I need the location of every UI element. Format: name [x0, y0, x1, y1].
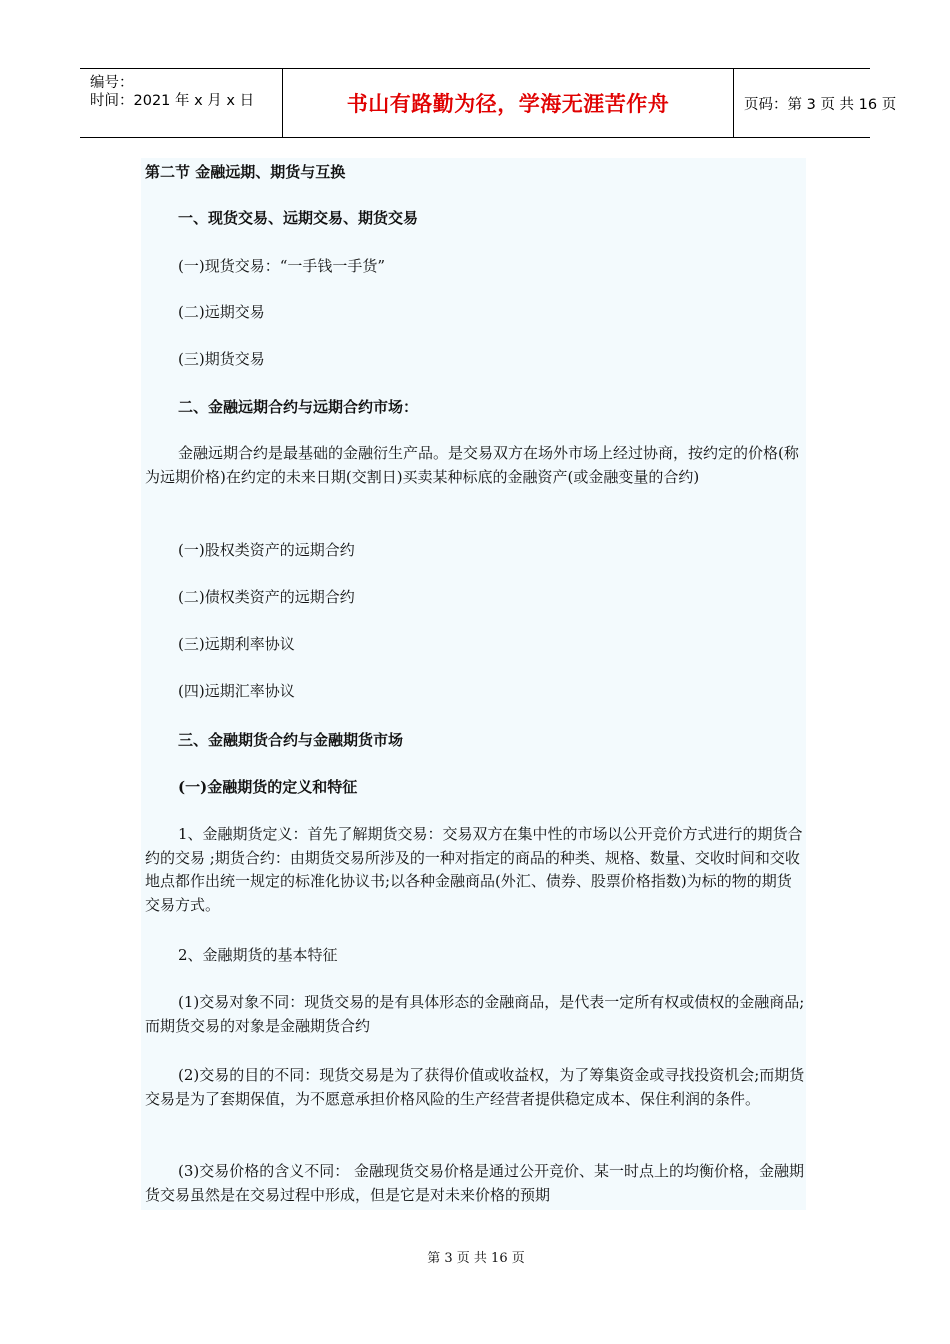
subheading-futures-definition: (一)金融期货的定义和特征	[178, 778, 358, 796]
page-footer-text: 第 3 页 共 16 页	[427, 1251, 525, 1266]
page-header-table	[80, 68, 897, 138]
header-motto: 书山有路勤为径，学海无涯苦作舟	[346, 91, 670, 116]
document-body	[141, 158, 806, 1210]
section-title: 第二节 金融远期、期货与互换	[145, 163, 346, 181]
paragraph-feature-price: (3)交易价格的含义不同： 金融现货交易价格是通过公开竞价、某一时点上的均衡价格，金融期货交易虽然是在交易过程中形成，但是它是对未来价格的预期	[145, 1162, 805, 1204]
item-forward-rate-agreement: (三)远期利率协议	[178, 635, 295, 653]
paragraph-feature-purpose: (2)交易的目的不同：现货交易是为了获得价值或收益权，为了筹集资金或寻找投资机会;而期货交易是为了套期保值，为不愿意承担价格风险的生产经营者提供稳定成本、保住利润的条件。	[145, 1066, 805, 1108]
item-equity-forward: (一)股权类资产的远期合约	[178, 541, 355, 559]
header-page-cell	[734, 69, 897, 137]
paragraph-futures-definition: 1、金融期货定义：首先了解期货交易：交易双方在集中性的市场以公开竞价方式进行的期货合约的交易 ;期货合约：由期货交易所涉及的一种对指定的商品的种类、规格、数量、交收时间和交收地点都作出统一规定的标准化协议书;以各种金融商品(外汇、债券、股票价格指数)为标的物的期货交易方式。	[145, 825, 803, 914]
item-debt-forward: (二)债权类资产的远期合约	[178, 588, 355, 606]
header-motto-cell	[282, 69, 734, 137]
paragraph-feature-object: (1)交易对象不同：现货交易的是有具体形态的金融商品，是代表一定所有权或债权的金融商品;而期货交易的对象是金融期货合约	[145, 993, 805, 1035]
header-page-info: 页码：第 3 页 共 16 页	[744, 96, 897, 113]
heading-financial-futures: 三、金融期货合约与金融期货市场	[178, 731, 404, 749]
document-date-label: 时间：2021 年 x 月 x 日	[90, 93, 255, 109]
heading-forward-contracts: 二、金融远期合约与远期合约市场：	[178, 398, 419, 416]
item-forward-trading: (二)远期交易	[178, 303, 265, 321]
page-footer	[0, 1247, 950, 1266]
paragraph-futures-features-heading: 2、金融期货的基本特征	[178, 946, 338, 964]
document-number-label: 编号：	[90, 75, 134, 91]
heading-spot-forward-futures: 一、现货交易、远期交易、期货交易	[178, 209, 419, 227]
paragraph-forward-definition: 金融远期合约是最基础的金融衍生产品。是交易双方在场外市场上经过协商，按约定的价格(称为远期价格)在约定的未来日期(交割日)买卖某种标底的金融资产(或金融变量的合约)	[145, 444, 799, 486]
item-forward-fx-agreement: (四)远期汇率协议	[178, 682, 295, 700]
item-spot-trading: (一)现货交易：“一手钱一手货”	[178, 257, 386, 275]
item-futures-trading: (三)期货交易	[178, 350, 265, 368]
header-meta-cell	[80, 69, 282, 137]
